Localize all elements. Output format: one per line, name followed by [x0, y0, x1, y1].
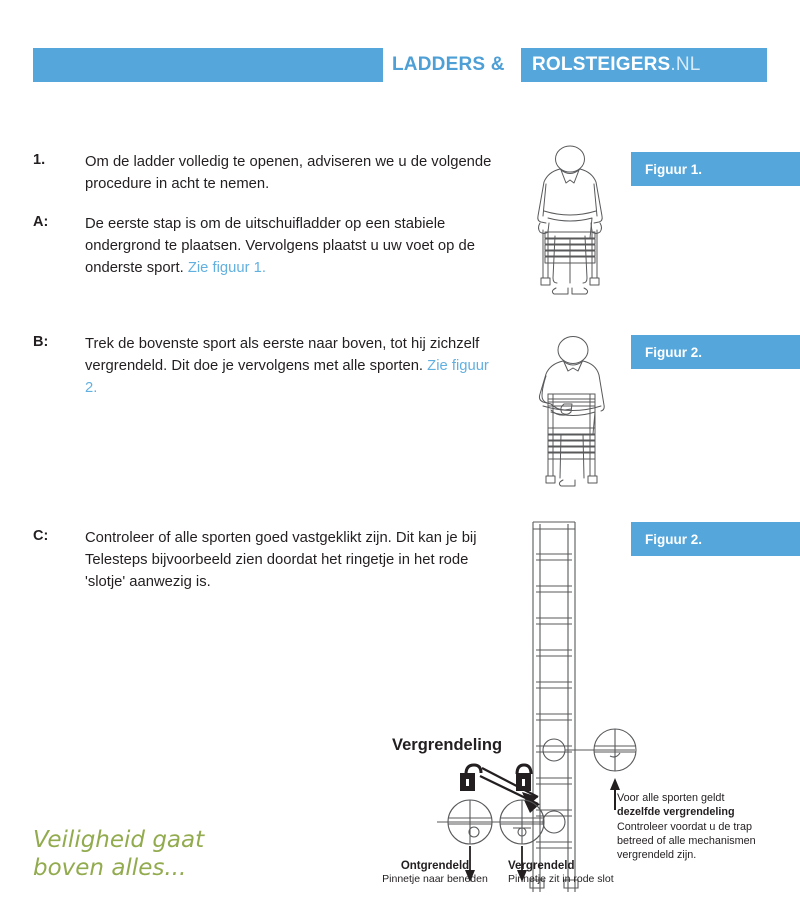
note-line-5: vergrendeld zijn.	[617, 849, 697, 861]
locked-caption: Pinnetje zit in rode slot	[508, 873, 614, 885]
unlocked-caption-group	[374, 860, 496, 885]
padlock-closed-icon	[516, 765, 531, 791]
footer-slogan	[33, 826, 333, 882]
ladder-extended-drawing	[530, 522, 578, 892]
arrow-head-up-icon	[610, 778, 620, 790]
figure-reference-link[interactable]: Zie figuur 2.	[85, 357, 489, 396]
unlocked-heading: Ontgrendeld	[400, 860, 470, 872]
page-header	[0, 48, 800, 82]
step-text-main: Trek de bovenste sport als eerste naar boven, tot hij zichzelf vergrendeld. Dit doe je vervolgens met alle sporten.	[85, 336, 480, 374]
note-line-4: betreed of alle mechanismen	[617, 834, 756, 847]
figure-label-1: Figuur 1.	[631, 152, 800, 186]
step-marker: C:	[33, 528, 49, 544]
slogan-line-2: boven alles...	[33, 855, 187, 882]
step-text	[85, 214, 505, 279]
locked-caption-group	[508, 860, 658, 885]
figure-1-illustration	[515, 140, 625, 320]
step-text	[85, 334, 505, 399]
note-line-2: dezelfde vergrendeling	[617, 806, 735, 819]
figure-label-3: Figuur 2.	[631, 522, 800, 556]
step-text	[85, 152, 505, 196]
slogan-line-1: Veiligheid gaat	[33, 827, 205, 853]
locked-heading: Vergrendeld	[508, 860, 575, 872]
step-marker: 1.	[33, 152, 46, 168]
step-marker: B:	[33, 334, 49, 350]
step-text-main: Om de ladder volledig te openen, adviseren we u de volgende procedure in acht te nemen.	[85, 154, 492, 192]
step-marker: A:	[33, 214, 49, 230]
diagram-title-text: Vergrendeling	[392, 736, 503, 754]
padlock-open-icon	[460, 765, 481, 791]
unlocked-caption: Pinnetje naar beneden	[382, 873, 488, 885]
figure-reference-link[interactable]: Zie figuur 1.	[187, 259, 266, 276]
brand-tld-text: .NL	[670, 54, 701, 75]
header-accent-bar-left	[33, 48, 383, 82]
lock-note-block	[617, 791, 797, 862]
ladder-rungs	[536, 554, 572, 848]
note-line-3: Controleer voordat u de trap	[617, 820, 753, 833]
figure-label-2: Figuur 2.	[631, 335, 800, 369]
step-text-main: De eerste stap is om de uitschuifladder op een stabiele ondergrond te plaatsen. Vervolgens plaatst u uw voet op de onderste sport.	[85, 216, 475, 276]
note-line-1: Voor alle sporten geldt	[617, 792, 725, 804]
figure-2-illustration	[515, 330, 625, 510]
header-accent-bar-right	[521, 48, 767, 82]
brand-ladders-text: LADDERS &	[392, 54, 505, 75]
brand-rolsteigers-text: ROLSTEIGERS	[532, 54, 671, 75]
step-text-main: Controleer of alle sporten goed vastgeklikt zijn. Dit kan je bij Telesteps bijvoorbeeld zien doordat het ringetje in het rode 'slotje' aanwezig is.	[85, 530, 477, 590]
